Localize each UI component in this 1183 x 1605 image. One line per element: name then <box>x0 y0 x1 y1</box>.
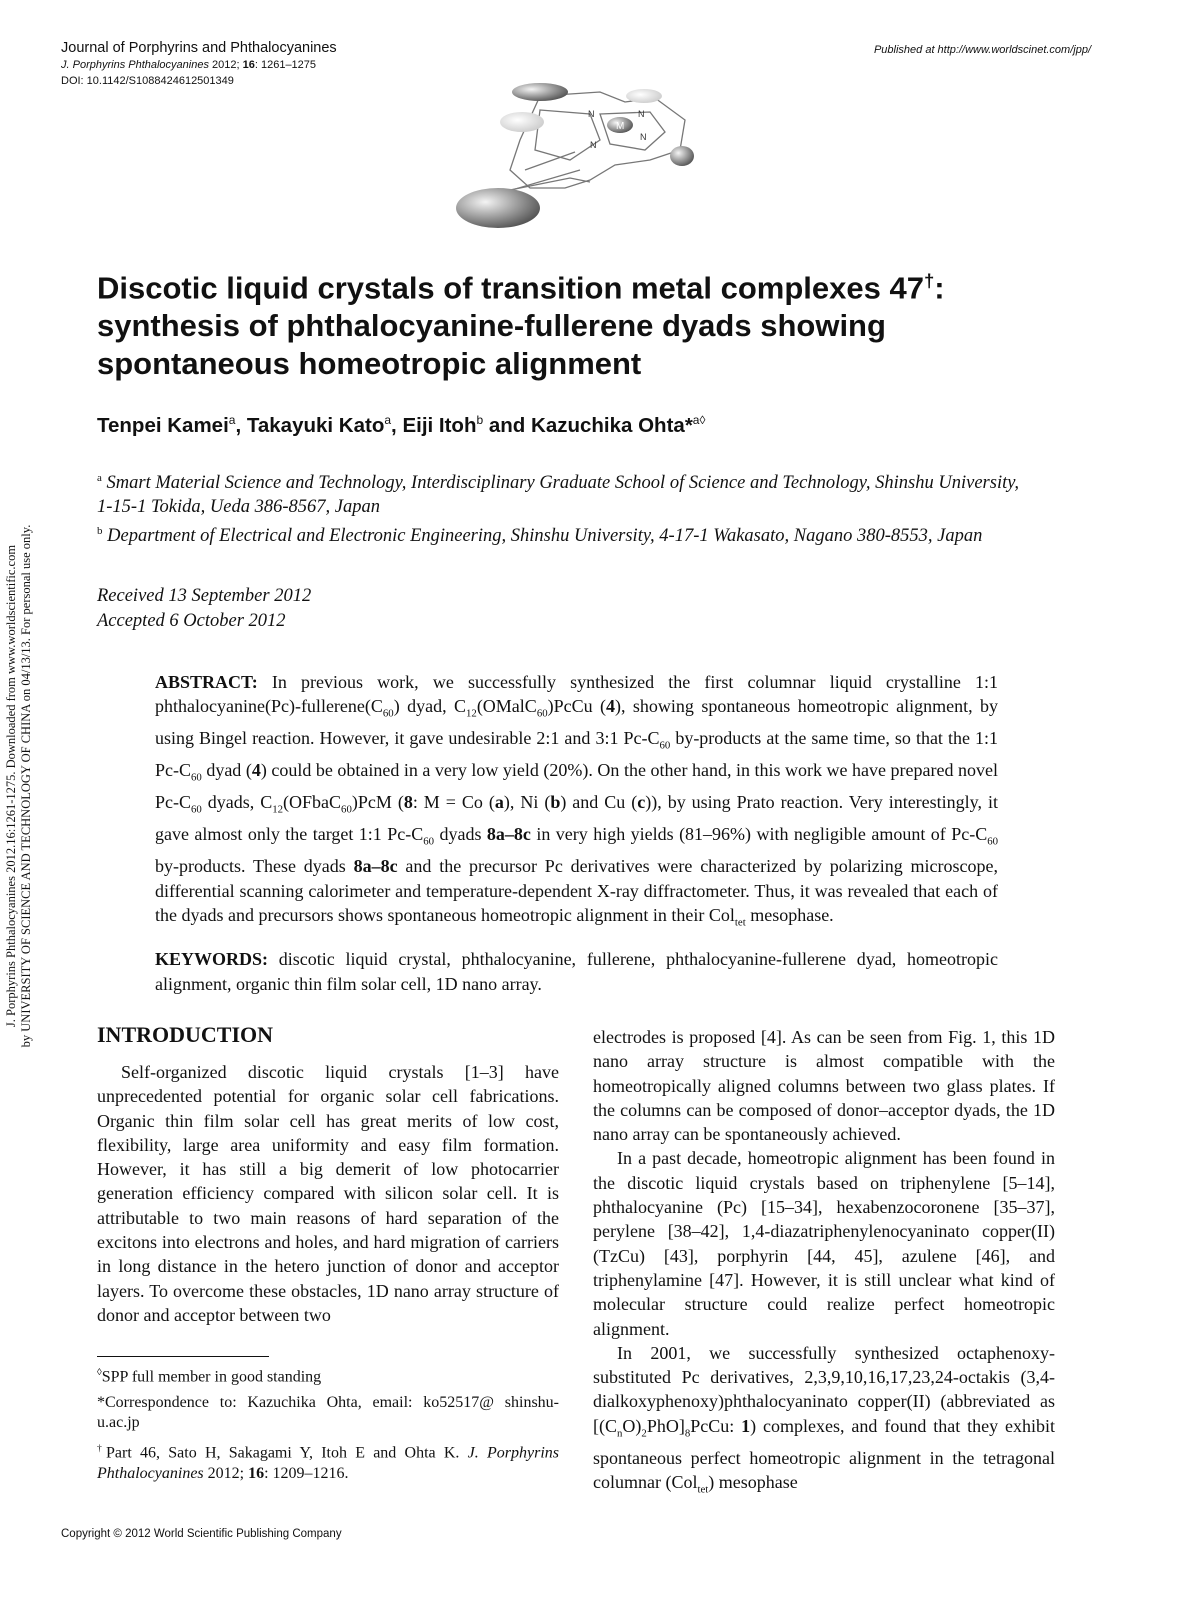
journal-name: Journal of Porphyrins and Phthalocyanines <box>61 40 337 56</box>
abstract <box>155 670 998 1008</box>
section-heading: INTRODUCTION <box>97 1022 274 1047</box>
author-name: Kazuchika Ohta <box>531 413 685 437</box>
left-column <box>97 1020 559 1327</box>
author-name: Tenpei Kamei <box>97 413 229 437</box>
accepted-date: Accepted 6 October 2012 <box>97 611 286 631</box>
affiliations <box>97 466 1022 548</box>
abstract-text: ABSTRACT: In previous work, we successfully synthesized the first columnar liquid crystalline 1:1 $phthalocyanine(Pc)-fullerene(C_{60})$ dyad, $C_{12}(OMalC_{60})PcCu$ (4), showing spontaneous homeotropic alignment, by using Bingel reaction. However, it gave undesirable 2:1 and 3:1 $Pc-C_{60}$ by-products at the same time, so that the 1:1 $Pc-C_{60}$ dyad (4) could be obtained in a very low yield (20%). On the other hand, in this work we have prepared novel $Pc-C_{60}$ dyads, $C_{12}(OFbaC_{60})PcM$ (8: M = Co (a), Ni (b) and Cu (c)), by using Prato reaction. Very interestingly, it gave almost only the target 1:1 $Pc-C_{60}$ dyads 8a–8c in very high yields (81–96%) with negligible amount of $Pc-C_{60}$ by-products. These dyads 8a–8c and the precursor Pc derivatives were characterized by polarizing microscope, differential scanning calorimeter and temperature-dependent X-ray diffractometer. Thus, it was revealed that each of the dyads and precursors shows spontaneous homeotropic alignment in their Col$_{tet}$ mesophase. <box>155 672 999 929</box>
paragraph: In a past decade, homeotropic alignment has been found in the discotic liquid crystals based on triphenylene [5–14], phthalocyanine (Pc) [15–34], hexabenzocoronene [35–37], perylene [38–42], 1,4-diazatriphenylenocyaninato copper(II) (TzCu) [43], porphyrin [44, 45], azulene [46], and triphenylamine [47]. However, it is still unclear what kind of molecular structure could realize perfect homeotropic alignment. <box>593 1148 1055 1339</box>
porphyrin-logo <box>450 70 710 230</box>
paragraph: electrodes is proposed [4]. As can be seen from Fig. 1, this 1D nano array structure is almost compatible with the homeotropically aligned columns between two glass plates. If the columns can be composed of donor–acceptor dyads, the 1D nano array can be spontaneously achieved. <box>593 1027 1055 1145</box>
received-date: Received 13 September 2012 <box>97 586 312 606</box>
footnote: †Part 46, Sato H, Sakagami Y, Itoh E and Ohta K. J. Porphyrins Phthalocyanines 2012; 16: 1209–1216. <box>97 1443 559 1482</box>
author-name: Takayuki Kato <box>246 413 385 437</box>
footnote: *Correspondence to: Kazuchika Ohta, email: ko52517@ shinshu-u.ac.jp <box>97 1394 559 1432</box>
dates <box>97 584 311 634</box>
affiliation-a: $^a$ Smart Material Science and Technology, Interdisciplinary Graduate School of Science and Technology, Shinshu University, 1-15-1 Tokida, Ueda 386-8567, Japan <box>97 472 1020 518</box>
paragraph: In 2001, we successfully synthesized octaphenoxy-substituted Pc derivatives, 2,3,9,10,16,17,23,24-octakis (3,4-dialkoxyphenoxy)phthalocyaninato copper(II) (abbreviated as $[(C_nO)_2PhO]_8PcCu$: 1) complexes, and found that they exhibit spontaneous perfect homeotropic alignment in the tetragonal columnar (Col$_{tet}$) mesophase <box>593 1342 1055 1496</box>
footnote: ◊SPP full member in good standing <box>97 1367 322 1386</box>
footnote-rule <box>97 1356 269 1357</box>
article-title: Discotic liquid crystals of transition metal complexes 47†: synthesis of phthalocyanine-fullerene dyads showing spontaneous homeotropic alignment <box>97 270 945 382</box>
right-column <box>593 1025 1055 1502</box>
paragraph: Self-organized discotic liquid crystals [1–3] have unprecedented potential for organic solar cell fabrications. Organic thin film solar cell has great merits of low cost, flexibility, large area uniformity and easy film formation. However, it has still a big demerit of low photocarrier generation efficiency compared with silicon solar cell. It is attributable to two main reasons of hard separation of the excitons into electrons and holes, and hard migration of carriers in long distance in the hetero junction of donor and acceptor layers. To overcome these obstacles, 1D nano array structure of donor and acceptor between two <box>97 1062 559 1325</box>
keywords: KEYWORDS: discotic liquid crystal, phthalocyanine, fullerene, phthalocyanine-fullerene dyad, homeotropic alignment, organic thin film solar cell, 1D nano array. <box>155 949 998 994</box>
logo-n-label: N <box>590 140 597 150</box>
copyright: Copyright © 2012 World Scientific Publishing Company <box>61 1528 342 1540</box>
logo-n-label: N <box>640 132 647 142</box>
published-at: Published at http://www.worldscinet.com/jpp/ <box>873 44 1091 56</box>
download-note: J. Porphyrins Phthalocyanines 2012.16:1261-1275. Downloaded from www.worldscientific.com by UNIVERSITY OF SCIENCE AND TECHNOLOGY OF CHINA on 04/13/13. For personal use only. <box>4 524 33 1048</box>
doi: DOI: 10.1142/S1088424612501349 <box>61 75 234 87</box>
journal-citation: J. Porphyrins Phthalocyanines 2012; 16: 1261–1275 <box>61 59 317 71</box>
author-name: Eiji Itoh <box>402 413 477 437</box>
footnotes <box>97 1363 559 1490</box>
logo-metal-label: M <box>616 121 625 132</box>
affiliation-b: $^b$ Department of Electrical and Electronic Engineering, Shinshu University, 4-17-1 Wakasato, Nagano 380-8553, Japan <box>97 525 983 547</box>
author-list: Tenpei Kamei$^a$, Takayuki Kato$^a$, Eiji Itoh$^b$ and Kazuchika Ohta*$^{a◊}$ <box>97 413 706 437</box>
logo-n-label: N <box>588 109 595 119</box>
journal-header <box>61 40 337 89</box>
logo-n-label: N <box>638 109 645 119</box>
